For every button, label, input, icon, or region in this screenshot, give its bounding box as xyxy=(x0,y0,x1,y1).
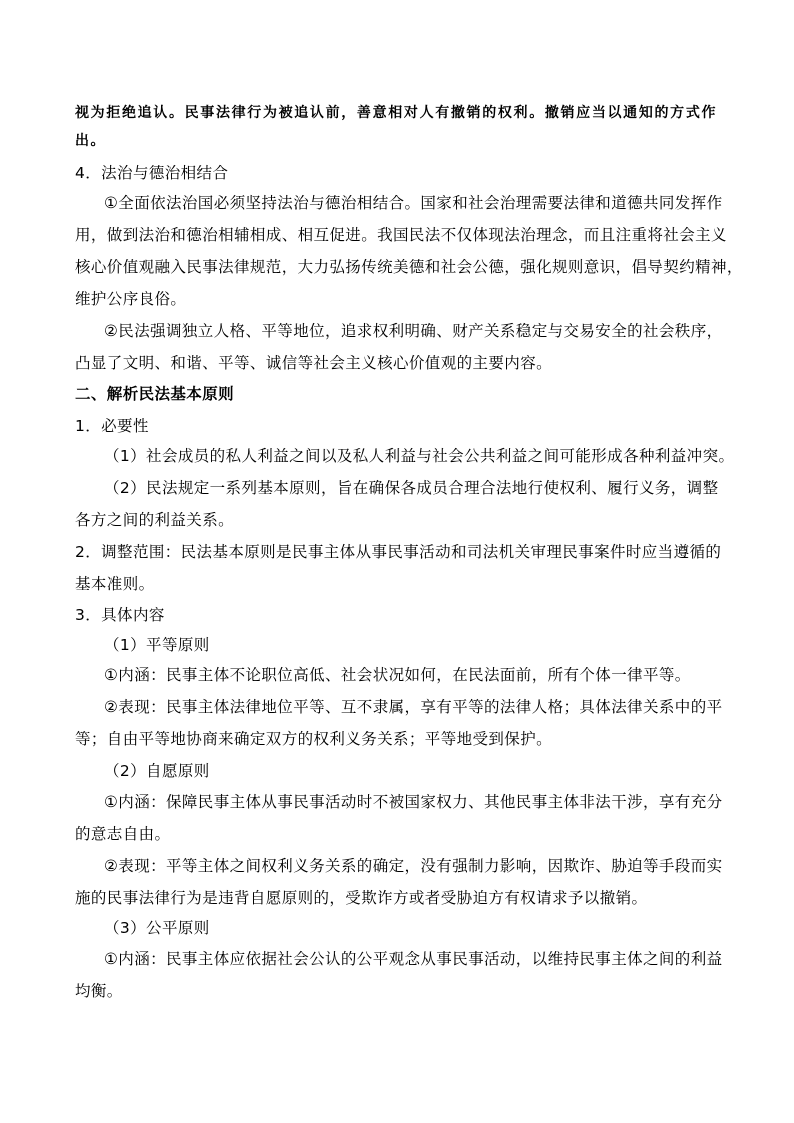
paragraph-line: 基本准则。 xyxy=(75,575,155,593)
paragraph-line: 维护公序良俗。 xyxy=(75,290,187,308)
paragraph-line: ②民法强调独立人格、平等地位，追求权利明确、财产关系稳定与交易安全的社会秩序， xyxy=(104,322,723,340)
paragraph-line: ①内涵：保障民事主体从事民事活动时不被国家权力、其他民事主体非法干涉，享有充分 xyxy=(104,793,723,811)
paragraph-line: 核心价值观融入民事法律规范，大力弘扬传统美德和社会公德，强化规则意识，倡导契约精神， xyxy=(75,258,743,276)
paragraph-line: 用，做到法治和德治相辅相成、相互促进。我国民法不仅体现法治理念，而且注重将社会主义 xyxy=(75,226,727,244)
paragraph-line: （1）社会成员的私人利益之间以及私人利益与社会公共利益之间可能形成各种利益冲突。 xyxy=(104,447,735,465)
heading-scope: 2．调整范围：民法基本原则是民事主体从事民事活动和司法机关审理民事案件时应当遵循的 xyxy=(75,543,722,561)
paragraph-line: （2）民法规定一系列基本原则，旨在确保各成员合理合法地行使权利、履行义务，调整 xyxy=(104,479,719,497)
paragraph-line: ①内涵：民事主体不论职位高低、社会状况如何，在民法面前，所有个体一律平等。 xyxy=(104,666,691,684)
paragraph-line: ②表现：民事主体法律地位平等、互不隶属，享有平等的法律人格；具体法律关系中的平 xyxy=(104,698,723,716)
heading-necessity: 1．必要性 xyxy=(75,417,149,435)
section-heading: 二、解析民法基本原则 xyxy=(75,385,235,403)
subheading-voluntariness: （2）自愿原则 xyxy=(104,762,210,780)
paragraph-line: ①全面依法治国必须坚持法治与德治相结合。国家和社会治理需要法律和道德共同发挥作 xyxy=(104,194,723,212)
paragraph-line: 视为拒绝追认。民事法律行为被追认前，善意相对人有撤销的权利。撤销应当以通知的方式作 xyxy=(75,105,717,121)
paragraph-line: 施的民事法律行为是违背自愿原则的，受欺诈方或者受胁迫方有权请求予以撤销。 xyxy=(75,889,648,907)
paragraph-line: 均衡。 xyxy=(75,982,123,1000)
paragraph-line: 等；自由平等地协商来确定双方的权利义务关系；平等地受到保护。 xyxy=(75,730,553,748)
paragraph-line: 凸显了文明、和谐、平等、诚信等社会主义核心价值观的主要内容。 xyxy=(75,354,553,372)
subheading-fairness: （3）公平原则 xyxy=(104,919,210,937)
paragraph-line: ②表现：平等主体之间权利义务关系的确定，没有强制力影响，因欺诈、胁迫等手段而实 xyxy=(104,857,723,875)
heading-specific-content: 3．具体内容 xyxy=(75,606,165,624)
subheading-equality: （1）平等原则 xyxy=(104,636,210,654)
heading-law-and-virtue: 4．法治与德治相结合 xyxy=(75,164,229,182)
paragraph-line: ①内涵：民事主体应依据社会公认的公平观念从事民事活动，以维持民事主体之间的利益 xyxy=(104,950,723,968)
paragraph-line: 出。 xyxy=(75,133,106,149)
paragraph-line: 的意志自由。 xyxy=(75,825,171,843)
paragraph-line: 各方之间的利益关系。 xyxy=(75,511,235,529)
